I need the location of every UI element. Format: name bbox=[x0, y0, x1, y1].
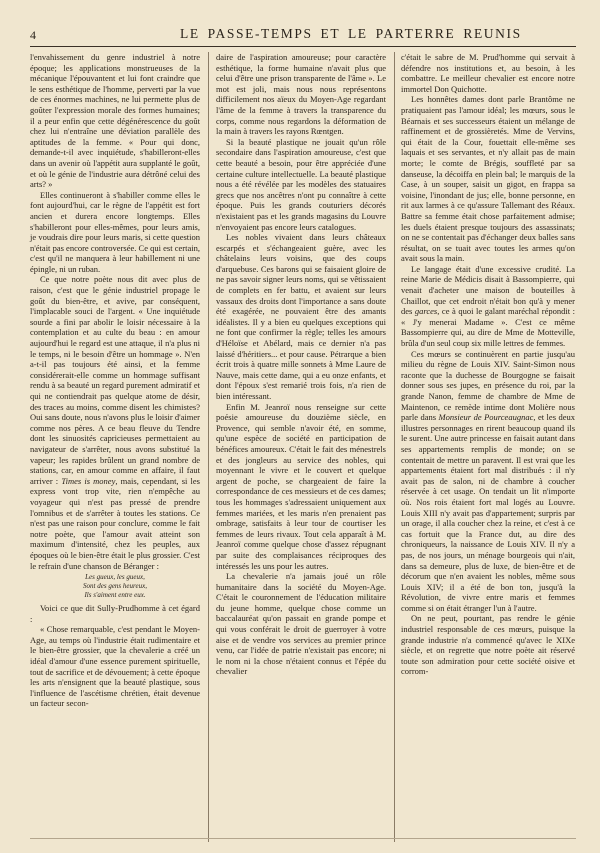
paragraph-text: Ce que notre poète nous dit avec plus de raison, c'est que le génie industriel propage le goût du bien-être, et avive, par conséquent, l'implacable souci de l'argent. « Une inquiétude sourde a fini par abolir le loisir nécessaire à la contemplation et au culte du beau : en amour aujourd'hui le regard est une attaque, il n'a plus ni le temps, ni le besoin d'être un hommage ». N'en a-t-il pas toujours été ainsi, et la femme considérerait-elle comme un hommage suffisant rendu à sa beauté un regard purement admiratif et qui ne contiendrait pas quelque atome de désir, des traces au moins, comme disent les chimistes? Oui sans doute, nous n'avons plus le loisir d'aimer comme nos pères. A ce beau fleuve du Tendre dont les sinuosités capricieuses permettaient au navigateur de s'arrêter, nous avons substitué la vapeur; les rapides brûlent un grand nombre de stations, car, en amour comme en affaire, il faut arriver : bbox=[30, 274, 200, 486]
verse-line: Ils s'aiment entre eux. bbox=[84, 591, 146, 600]
paragraph: Les honnêtes dames dont parle Brantôme ne pratiquaient pas l'amour idéal; les mœurs, sous le Béarnais et ses successeurs étaient un mélange de raffinement et de grossièretés. Mme de Vervins, qui était de la Cour, fouettait elle-même ses laquais et ses servantes, et n'y allait pas de main morte; le comte de Brégis, souffleté par sa danseuse, la décoiffa en plein bal; le marquis de la Case, à un souper, saisit un gigot, en frappa sa voisine, l'inondant de jus; elle, bonne personne, en rit aux larmes à ce qu'assure Tallemant des Réaux. Battre sa femme était chose parfaitement admise; les duels étaient presque toujours des assassinats; on ne se contentait pas d'échanger deux balles sans résultat, on se tuait avec toutes les armes qu'on avait sous la main. bbox=[401, 94, 575, 264]
column-1 bbox=[30, 52, 200, 709]
paragraph bbox=[401, 349, 575, 614]
column-2 bbox=[216, 52, 386, 677]
paragraph-text: , et les deux illustres personnages en rirent beaucoup quand ils le surent. Une autre princesse en faisait autant dans ses appartements remplis de monde; on se contentait de mettre un paravent. Il est vrai que les appartements étaient fort mal distribués : il n'y avait pas de salon, ni de chambre à coucher réservée à cet usage. On tendait un lit n'importe où. Nos rois étaient fort mal logés au Louvre. Louis XIII n'y avait pas d'appartement; surpris par un orage, il alla coucher chez la reine, et c'est à ce cas fortuit que la France dut, au dire des chroniqueurs, la naissance de Louis XIV. Il n'y a pas, de nos jours, un ménage bourgeois qui n'ait, dans sa demeure, plus de luxe, de bien-être et de décorum que n'en avaient les nobles, même sous Louis XIV; il a été de bon ton, jusqu'à la Révolution, de vivre entre maris et femmes comme si on était étranger l'un à l'autre. bbox=[401, 412, 575, 613]
paragraph: Voici ce que dit Sully-Prudhomme à cet égard : bbox=[30, 603, 200, 624]
song-verse bbox=[30, 573, 200, 600]
paragraph: Les nobles vivaient dans leurs châteaux escarpés et s'échangeaient guère, avec les châtelains leurs voisins, que des coups d'arquebuse. Ces barons qui se faisaient gloire de ne pas savoir signer leurs noms, qui se vêtissaient de complets en fer battu, et avaient sur leurs vassaux des droits dont l'importance a sans doute été exagérée, ne pouvaient être des amants idéalistes. Il y a bien eu quelques exceptions qui ne font que confirmer la règle; telles les amours d'Héloïse et Abélard, mais ce dernier n'a pas laissé d'héritiers... et pour cause. Pétrarque a bien écrit trois à quatre mille sonnets à Mme Laure de Nauve, mais cette dame, qui a eu onze enfants, et dont l'époux s'est remarié trois fois, n'a rien de bien intéressant. bbox=[216, 232, 386, 401]
verse-line: Les gueux, les gueux, bbox=[85, 573, 145, 582]
page-header bbox=[30, 24, 576, 47]
paragraph-text: Le langage était d'une excessive crudité. La reine Marie de Médicis disait à Bassompierre, qui venait d'acheter une maison de bouteilles à Chaillot, que cet endroit n'était bon qu'à y mener des bbox=[401, 263, 575, 317]
column-3 bbox=[401, 52, 575, 677]
paragraph: daire de l'aspiration amoureuse; pour caractère esthétique, la forme humaine n'avait plus que celui d'être une prison transparente de l'âme ». Le mot est joli, mais nous nous représentons difficilement nos aïeux du Moyen-Age regardant l'âme de la femme à travers la transparence du corps, comme nous regardons la déformation de la main à travers les rayons Rœntgen. bbox=[216, 52, 386, 137]
paragraph: Enfin M. Jeanroï nous renseigne sur cette poésie amoureuse du douzième siècle, en Provence, qui semble n'avoir été, en somme, qu'une espèce de société en participation de bénéfices amoureux. C'était le fait des ménestrels et des jongleurs au service des nobles, qui moyennant le vivre et le couvert et quelque argent de poche, se chargeaient de faire la correspondance de ces messieurs et de ces dames; tous les hommages s'adressaient uniquement aux femmes mariées, et les maris n'en prenaient pas ombrage, satisfaits à leur tour de courtiser les femmes de leurs rivaux. Tout cela apparaît à M. Jeanroï comme quelque chose d'assez répugnant par suite des complaisances réciproques des intéressés les uns pour les autres. bbox=[216, 401, 386, 571]
italic-phrase: Times is money bbox=[61, 475, 116, 486]
column-divider bbox=[394, 52, 395, 842]
page-number: 4 bbox=[30, 28, 36, 42]
paragraph bbox=[401, 264, 575, 349]
column-divider bbox=[208, 52, 209, 842]
italic-phrase: Monsieur de Pourceaugnac bbox=[438, 412, 534, 423]
paragraph: l'envahissement du genre industriel à notre époque; les applications monstrueuses de la mécanique l'épouvantent et lui font craindre que le sens esthétique de l'homme, perverti par la vue de ces énormes machines, ne lui permette plus de goûter l'expression morale des formes humaines; il a peur enfin que cette dégénérescence du goût chez lui n'entraîne une déviation parallèle des aptitudes de la femme. « Pour qui donc, demande-t-il avec inquiétude, s'habilleront-elles dans un avenir où l'appétit aura supplanté le goût, et où le génie de l'industrie aura détrôné celui des arts? » bbox=[30, 52, 200, 190]
paragraph-text: , mais, cependant, si les express vont trop vite, rien n'empêche au voyageur qui n'est pas pressé de prendre l'omnibus et de s'arrêter à toutes les stations. Ce n'est pas une raison pour conclure, comme le fait notre poète, que l'amour avait atteint son maximum d'intensité, chez les peuples, aux époques où le bien-être était le plus grossier. C'est le refrain d'une chanson de Béranger : bbox=[30, 475, 200, 571]
paragraph bbox=[30, 274, 200, 571]
paragraph: Elles continueront à s'habiller comme elles le font aujourd'hui, car le règne de l'appétit est fort ancien et durera encore longtemps. Elles s'habilleront pour elles-mêmes, pour leurs amis, je voudrais dire pour leurs maris, si cette question n'était pas encore controversée. Ce qui est certain, c'est qu'il ne manquera à leur habillement ni une épingle, ni un ruban. bbox=[30, 189, 200, 274]
paragraph: On ne peut, pourtant, pas rendre le génie industriel responsable de ces mœurs, puisque la grande industrie n'a commencé qu'avec le XIXe siècle, et on regrette que notre poète ait réservé toute son admiration pour cette société oisive et corrom- bbox=[401, 613, 575, 677]
italic-phrase: garces bbox=[414, 306, 438, 317]
paragraph: La chevalerie n'a jamais joué un rôle humanitaire dans la société du Moyen-Age. C'était le couronnement de l'éducation militaire du jeune homme, quelque chose comme un baccalauréat qu'on passait en grande pompe et qui vous conférait le droit de guerroyer à votre aise et de vendre vos services au premier prince venu, car l'idée de patrie n'existait pas encore; ni le nom ni la chose n'étaient connus et l'épée du chevalier bbox=[216, 571, 386, 677]
paragraph: « Chose remarquable, c'est pendant le Moyen-Age, au temps où l'industrie était rudimentaire et le bien-être grossier, que la chevalerie a créé un idéal d'amour d'une essence purement spirituelle, tout de sacrifice et de dévouement; à cette époque les arts n'ensignent que la beauté plastique, sous l'influence de l'ascétisme chrétien, était devenue un facteur secon- bbox=[30, 624, 200, 709]
paragraph: c'était le sabre de M. Prud'homme qui servait à défendre nos institutions et, au besoin, à les combattre. Le meilleur chevalier est encore notre immortel Don Quichotte. bbox=[401, 52, 575, 94]
page-bottom-rule bbox=[30, 838, 576, 839]
paragraph-text: Ces mœurs se continuèrent en partie jusqu'au milieu du règne de Louis XIV. Saint-Simon nous raconte que la duchesse de Bourgogne se faisait donner sous ses jupes, en présence du roi, par la grande Nanon, femme de chambre de Mme de Maintenon, ce remède intime dont Molière nous parle dans bbox=[401, 348, 575, 423]
verse-line: Sont des gens heureux, bbox=[83, 582, 147, 591]
newspaper-title: LE PASSE-TEMPS ET LE PARTERRE REUNIS bbox=[180, 26, 522, 41]
paragraph: Si la beauté plastique ne jouait qu'un rôle secondaire dans l'aspiration amoureuse, c'est que cette beauté a besoin, pour être appréciée d'une certaine culture intellectuelle. La beauté plastique nous a été révélée par les modèles des statuaires grecs que nos ancêtres n'ont pu connaître à cette époque. Puis les grands couturiers décorés n'existaient pas et les grands magasins du Louvre n'envoyaient pas encore leurs catalogues. bbox=[216, 136, 386, 232]
paragraph-text: , ce à quoi le galant maréchal répondit : « J'y menerai Madame ». C'est ce même Bassompierre qui, au dire de Mme de Motteville, brûla d'un seul coup six mille lettres de femmes. bbox=[401, 306, 575, 349]
